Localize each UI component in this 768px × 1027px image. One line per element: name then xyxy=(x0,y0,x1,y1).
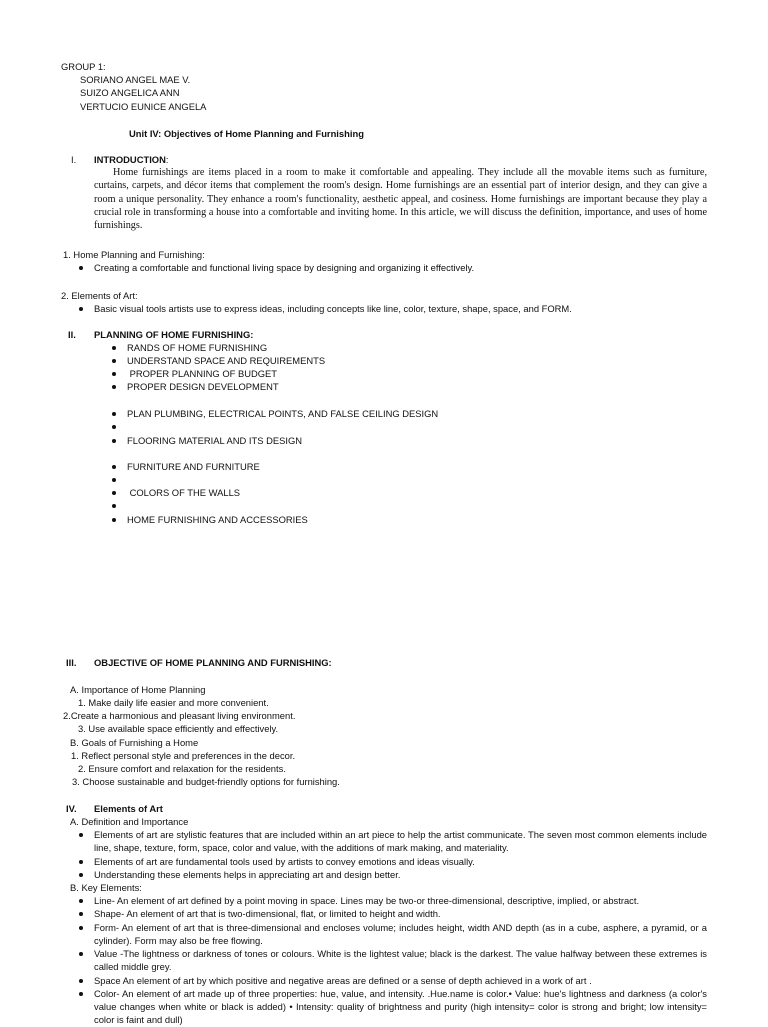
bullet-dot xyxy=(79,860,83,864)
bullet-dot xyxy=(112,478,116,482)
bullet-dot xyxy=(79,979,83,983)
bullet-dot xyxy=(79,307,83,311)
definition-bullet: Creating a comfortable and functional living space by designing and organizing it effectively. xyxy=(94,262,475,273)
heading-colon: : xyxy=(165,154,169,165)
introduction-heading: INTRODUCTION xyxy=(94,154,166,165)
section-numeral: I. xyxy=(71,154,77,165)
planning-item: FURNITURE AND FURNITURE xyxy=(127,461,260,472)
definition-heading: 2. Elements of Art: xyxy=(61,290,138,301)
bullet-dot xyxy=(79,912,83,916)
elements-subheading: A. Definition and Importance xyxy=(70,816,189,827)
bullet-dot xyxy=(79,926,83,930)
key-element: Value -The lightness or darkness of tones or colours. White is the lightest value; black is the darkest. The value halfway between these extremes is called middle grey. xyxy=(94,948,707,973)
bullet-dot xyxy=(112,372,116,376)
objective-line: 1. Reflect personal style and preferences in the decor. xyxy=(71,750,296,761)
objective-heading: OBJECTIVE OF HOME PLANNING AND FURNISHING: xyxy=(94,657,332,668)
bullet-dot xyxy=(112,346,116,350)
bullet-dot xyxy=(79,899,83,903)
elements-subheading: B. Key Elements: xyxy=(70,882,142,893)
introduction-heading-line xyxy=(94,153,168,166)
planning-item: RANDS OF HOME FURNISHING xyxy=(127,342,268,353)
key-element: Color- An element of art made up of three properties: hue, value, and intensity. .Hue.name is color.• Value: hue's lightness and darkness (a color's value changes when white or black is added) • Intensity: quality of brightness and purity (high intensity= color is strong and bright; low intensity= color is faint and dull) xyxy=(94,988,707,1026)
objective-line: A. Importance of Home Planning xyxy=(70,684,206,695)
bullet-dot xyxy=(112,412,116,416)
key-element: Form- An element of art that is three-dimensional and encloses volume; includes height, width AND depth (as in a cube, asphere, a pyramid, or a cylinder). Form may also be free flowing. xyxy=(94,922,707,947)
bullet-dot xyxy=(112,385,116,389)
introduction-paragraph: Home furnishings are items placed in a room to make it comfortable and appealing. They include all the movable items such as furniture, curtains, carpets, and décor items that complement the room's design. Home furnishings are an essential part of interior design, and they can give a room a unique personality. They enhance a room's functionality, aesthetic appeal, and cosiness. Home furnishings are important because they play a crucial role in transforming a house into a comfortable and inviting home. In this article, we will discuss the definition, importance, and uses of home furnishings. xyxy=(94,167,707,232)
definition-bullet: Basic visual tools artists use to express ideas, including concepts like line, color, texture, shape, space, and FORM. xyxy=(94,303,572,314)
group-heading: GROUP 1: xyxy=(61,61,106,72)
element-definition: Elements of art are fundamental tools used by artists to convey emotions and ideas visually. xyxy=(94,856,475,867)
bullet-dot xyxy=(79,833,83,837)
objective-line: 2.Create a harmonious and pleasant living environment. xyxy=(63,710,296,721)
section-numeral: IV. xyxy=(66,803,77,814)
objective-line: 1. Make daily life easier and more convenient. xyxy=(78,697,269,708)
objective-line: 2. Ensure comfort and relaxation for the residents. xyxy=(78,763,286,774)
bullet-dot xyxy=(112,518,116,522)
objective-line: 3. Choose sustainable and budget-friendly options for furnishing. xyxy=(72,776,340,787)
document-title: Unit IV: Objectives of Home Planning and Furnishing xyxy=(129,128,364,139)
section-numeral: II. xyxy=(68,329,76,340)
bullet-dot xyxy=(112,491,116,495)
bullet-dot xyxy=(112,439,116,443)
bullet-dot xyxy=(112,465,116,469)
group-member: SORIANO ANGEL MAE V. xyxy=(80,74,191,85)
element-definition: Elements of art are stylistic features that are included within an art piece to help the artist communicate. The seven most common elements include line, shape, texture, form, space, color and value, with the additions of mark making, and materiality. xyxy=(94,829,707,854)
group-member: SUIZO ANGELICA ANN xyxy=(80,87,180,98)
key-element: Shape- An element of art that is two-dimensional, flat, or limited to height and width. xyxy=(94,908,441,919)
planning-item: COLORS OF THE WALLS xyxy=(127,487,241,498)
objective-line: 3. Use available space efficiently and effectively. xyxy=(78,723,279,734)
definition-heading: 1. Home Planning and Furnishing: xyxy=(63,249,205,260)
bullet-dot xyxy=(112,504,116,508)
section-numeral: III. xyxy=(66,657,77,668)
planning-item: HOME FURNISHING AND ACCESSORIES xyxy=(127,514,308,525)
planning-heading: PLANNING OF HOME FURNISHING: xyxy=(94,329,254,340)
planning-item: PROPER DESIGN DEVELOPMENT xyxy=(127,381,279,392)
key-element: Line- An element of art defined by a point moving in space. Lines may be two-or three-dimensional, descriptive, implied, or abstract. xyxy=(94,895,640,906)
elements-heading: Elements of Art xyxy=(94,803,163,814)
bullet-dot xyxy=(112,359,116,363)
key-element: Space An element of art by which positive and negative areas are defined or a sense of depth achieved in a work of art . xyxy=(94,975,592,986)
group-member: VERTUCIO EUNICE ANGELA xyxy=(80,101,207,112)
planning-item: PROPER PLANNING OF BUDGET xyxy=(127,368,278,379)
bullet-dot xyxy=(79,266,83,270)
bullet-dot xyxy=(79,952,83,956)
bullet-dot xyxy=(79,992,83,996)
bullet-dot xyxy=(79,873,83,877)
planning-item: PLAN PLUMBING, ELECTRICAL POINTS, AND FALSE CEILING DESIGN xyxy=(127,408,439,419)
objective-line: B. Goals of Furnishing a Home xyxy=(70,737,199,748)
bullet-dot xyxy=(112,425,116,429)
planning-item: FLOORING MATERIAL AND ITS DESIGN xyxy=(127,435,303,446)
element-definition: Understanding these elements helps in appreciating art and design better. xyxy=(94,869,401,880)
planning-item: UNDERSTAND SPACE AND REQUIREMENTS xyxy=(127,355,326,366)
